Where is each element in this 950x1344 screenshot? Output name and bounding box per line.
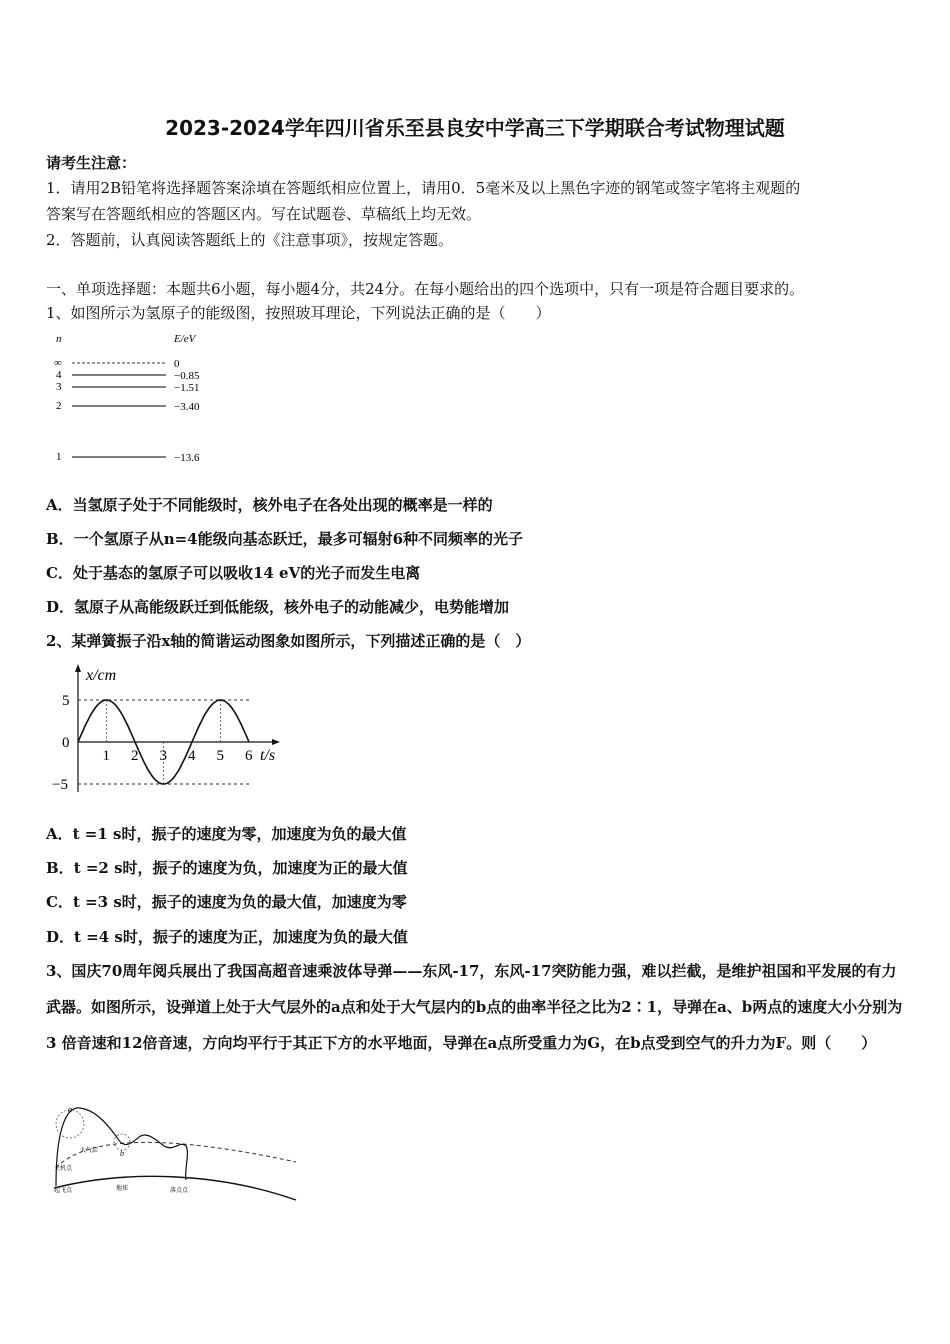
target-label: 落点点 (170, 1188, 189, 1194)
q1-option-b[interactable]: B．一个氢原子从n=4能级向基态跃迁，最多可辐射6种不同频率的光子 (46, 530, 524, 548)
curvature-circle-a (56, 1110, 84, 1138)
q2-option-b[interactable]: B．t =2 s时，振子的速度为负，加速度为正的最大值 (46, 859, 408, 877)
level-e-1: −13.6 (174, 452, 200, 464)
atmosphere-label: 大气层 (80, 1148, 99, 1154)
launch-label: 起飞点 (54, 1188, 73, 1194)
level-n-inf: ∞ (54, 357, 62, 369)
n-axis-label: n (56, 333, 62, 345)
x-tick-label-6: 6 (245, 748, 253, 764)
earth-label: 地球 (116, 1186, 129, 1192)
level-n-2: 2 (56, 400, 62, 412)
level-e-4: −0.85 (174, 370, 200, 382)
question-3-stem: 3、国庆70周年阅兵展出了我国高超音速乘波体导弹——东风-17，东风-17突防能力强，难以拦截，是维护祖国和平发展的有力武器。如图所示，设弹道上处于大气层外的a点和处于大气层内的b点的曲率半径之比为2∶1，导弹在a、b两点的速度大小分别为3 倍音速和12倍音速，方向均平行于其正下方的水平地面，导弹在a点所受重力为G，在b点受到空气的升力为F。则（ ） (46, 962, 903, 1052)
y-axis-arrow (75, 664, 81, 672)
point-b-label: b (120, 1149, 124, 1158)
notice-item-1a: 1．请用2B铅笔将选择题答案涂填在答题纸相应位置上，请用0．5毫米及以上黑色字迹的钢笔或签字笔将主观题的 (46, 179, 801, 197)
question-2-stem: 2、某弹簧振子沿x轴的简谐运动图象如图所示，下列描述正确的是（ ） (46, 632, 531, 650)
q1-option-d[interactable]: D．氢原子从高能级跃迁到低能级，核外电子的动能减少，电势能增加 (46, 598, 510, 616)
page-title: 2023-2024学年四川省乐至县良安中学高三下学期联合考试物理试题 (165, 116, 785, 140)
q2-option-d[interactable]: D．t =4 s时，振子的速度为正，加速度为负的最大值 (46, 928, 408, 946)
missile-trajectory-diagram (46, 1100, 302, 1204)
level-n-1: 1 (56, 451, 62, 463)
x-tick-label-4: 4 (188, 748, 196, 764)
notice-item-2: 2．答题前，认真阅读答题纸上的《注意事项》，按规定答题。 (46, 231, 454, 249)
missile-trajectory (56, 1108, 187, 1186)
x-tick-label-3: 3 (159, 748, 167, 764)
level-e-inf: 0 (174, 358, 180, 370)
q2-option-c[interactable]: C．t =3 s时，振子的速度为负的最大值，加速度为零 (46, 893, 407, 911)
x-axis-label: t/s (260, 747, 276, 764)
x-tick-label-2: 2 (131, 748, 139, 764)
q1-option-a[interactable]: A．当氢原子处于不同能级时，核外电子在各处出现的概率是一样的 (46, 496, 493, 514)
q1-option-c[interactable]: C．处于基态的氢原子可以吸收14 eV的光子而发生电离 (46, 564, 421, 582)
level-n-3: 3 (56, 381, 62, 393)
q2-option-a[interactable]: A．t =1 s时，振子的速度为零，加速度为负的最大值 (46, 825, 407, 843)
notice-item-1b: 答案写在答题纸相应的答题区内。写在试题卷、草稿纸上均无效。 (46, 205, 482, 223)
x-tick-label-1: 1 (102, 748, 110, 764)
notice-heading: 请考生注意： (46, 154, 137, 172)
energy-axis-label: E/eV (174, 333, 196, 345)
shm-chart (48, 660, 298, 800)
point-a-label: a (68, 1105, 72, 1114)
level-e-2: −3.40 (174, 401, 200, 413)
x-axis-arrow (272, 739, 280, 745)
y-tick-label-2: −5 (52, 777, 68, 793)
level-n-4: 4 (56, 369, 62, 381)
section-1-heading: 一、单项选择题：本题共6小题，每小题4分，共24分。在每小题给出的四个选项中，只有一项是符合题目要求的。 (46, 280, 805, 298)
level-e-3: −1.51 (174, 382, 200, 394)
y-tick-label-0: 5 (62, 693, 70, 709)
energy-level-diagram (48, 330, 228, 470)
x-tick-label-5: 5 (216, 748, 224, 764)
engine-off-label: 关机点 (54, 1166, 73, 1172)
y-axis-label: x/cm (86, 667, 117, 684)
question-1-stem: 1、如图所示为氢原子的能级图，按照玻耳理论，下列说法正确的是（ ） (46, 304, 551, 322)
y-tick-label-1: 0 (62, 735, 70, 751)
